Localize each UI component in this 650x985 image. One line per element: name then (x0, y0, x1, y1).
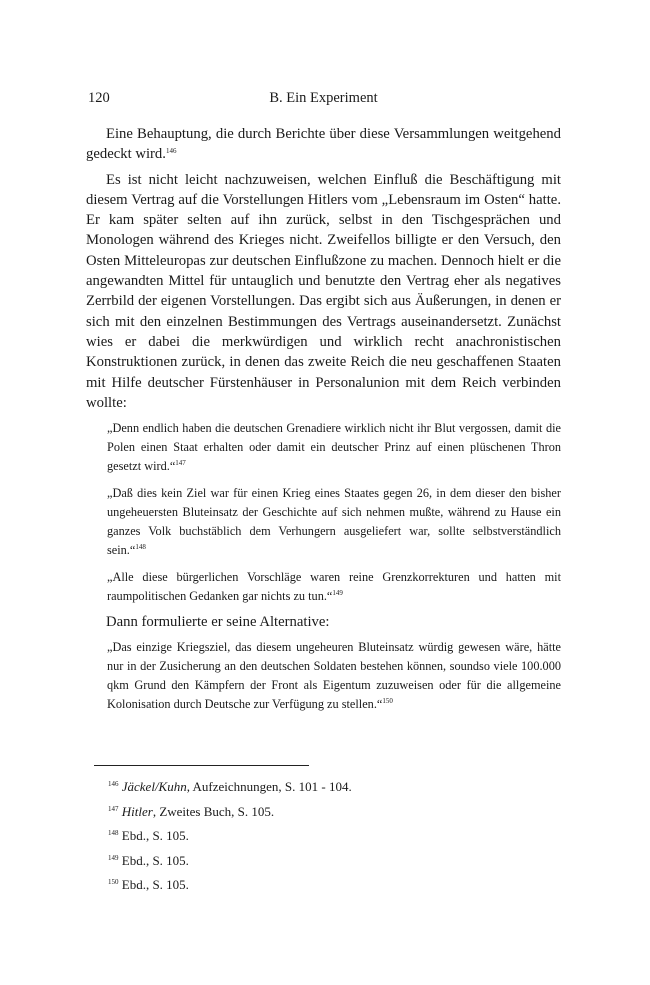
quote-3-text: „Alle diese bürgerlichen Vorschläge waren reine Grenzkorrekturen und hatten mit raumpolitischen Gedanken gar nichts zu tun.“ (107, 570, 561, 604)
paragraph-1 (86, 124, 561, 165)
footnote-ref-147: 147 (175, 459, 186, 468)
footnote-149 (108, 853, 548, 869)
footnote-text: , Zweites Buch, S. 105. (152, 803, 275, 819)
footnote-number: 148 (108, 829, 119, 837)
footnote-author: Jäckel/Kuhn (121, 779, 187, 794)
quote-2-text: „Daß dies kein Ziel war für einen Krieg eines Staates gegen 26, in dem dieser den bisher ungeheuersten Bluteinsatz der Geschichte auf sich nehmen mußte, während zu Hause ein ganzes Volk buchstäblich dem Verhungern ausgeliefert war, sollte selbstverständlich sein.“ (107, 486, 561, 558)
transition-line: Dann formulierte er seine Alternative: (106, 614, 330, 631)
footnote-text: , Aufzeichnungen, S. 101 - 104. (186, 779, 352, 794)
running-head: B. Ein Experiment (269, 90, 378, 106)
footnote-ref-148: 148 (135, 543, 146, 552)
quote-4-text: „Das einzige Kriegsziel, das diesem ungeheuren Bluteinsatz würdig gewesen wäre, hätte nur in der Zusicherung an den deutschen Soldaten bestehen können, soundso viele 100.000 qkm Grund den Kämpfern der Front als Eigentum zuzuweisen oder für die allgemeine Kolonisation durch Deutsche zur Verfügung zu stellen.“ (107, 640, 561, 712)
block-quote-2 (107, 484, 561, 560)
footnote-150 (108, 877, 548, 893)
body-text (86, 124, 561, 720)
block-quote-1 (107, 419, 561, 476)
footnote-text: Ebd., S. 105. (121, 828, 189, 843)
footnote-number: 149 (108, 853, 119, 862)
footnote-author: Hitler (121, 803, 153, 819)
footnote-ref-149: 149 (332, 589, 343, 598)
quote-1-text: „Denn endlich haben die deutschen Grenadiere wirklich nicht ihr Blut vergossen, damit die Polen einen Staat erhalten oder damit ein deutscher Prinz auf einen plüschenen Thron gesetzt wird.“ (107, 421, 561, 474)
paragraph-1-text: Eine Behauptung, die durch Berichte über diese Versammlungen weitgehend gedeckt wird. (86, 126, 561, 163)
footnote-ref-146: 146 (165, 147, 177, 156)
paragraph-2-text: Es ist nicht leicht nachzuweisen, welchen Einfluß die Beschäftigung mit diesem Vertrag auf die Vorstellungen Hitlers vom „Lebensraum im Osten“ hatte. Er kam später selten auf ihn zurück, selbst in den Tischgesprächen und Monologen während des Krieges nicht. Zweifellos billigte er den Versuch, den Osten Mitteleuropas zur deutschen Einflußzone zu machen. Dennoch hielt er die angewandten Mittel für untauglich und benutzte den Vertrag eher als negatives Zerrbild der eigenen Vorstellungen. Das ergibt sich aus Äußerungen, in denen er sich mit den einzelnen Bestimmungen des Vertrags auseinandersetzt. Zunächst wies er dabei die merkwürdigen und wirklich recht anachronistischen Konstruktionen zurück, in denen das zweite Reich die neu geschaffenen Staaten mit Hilfe deutscher Fürstenhäuser in Personalunion mit dem Reich verbinden wollte: (86, 171, 561, 411)
page-number: 120 (88, 90, 110, 106)
footnote-number: 147 (108, 804, 119, 813)
footnote-146 (108, 779, 548, 795)
paragraph-2 (86, 170, 561, 414)
page-header (86, 90, 561, 110)
footnote-divider (94, 765, 309, 766)
footnote-number: 146 (108, 780, 119, 788)
block-quote-3 (107, 568, 561, 606)
footnote-text: Ebd., S. 105. (121, 852, 189, 868)
footnotes (108, 779, 548, 902)
footnote-number: 150 (108, 878, 119, 886)
footnote-text: Ebd., S. 105. (121, 877, 189, 892)
footnote-147 (108, 804, 548, 820)
block-quote-4 (107, 638, 561, 714)
footnote-148 (108, 828, 548, 844)
footnote-ref-150: 150 (382, 697, 393, 706)
